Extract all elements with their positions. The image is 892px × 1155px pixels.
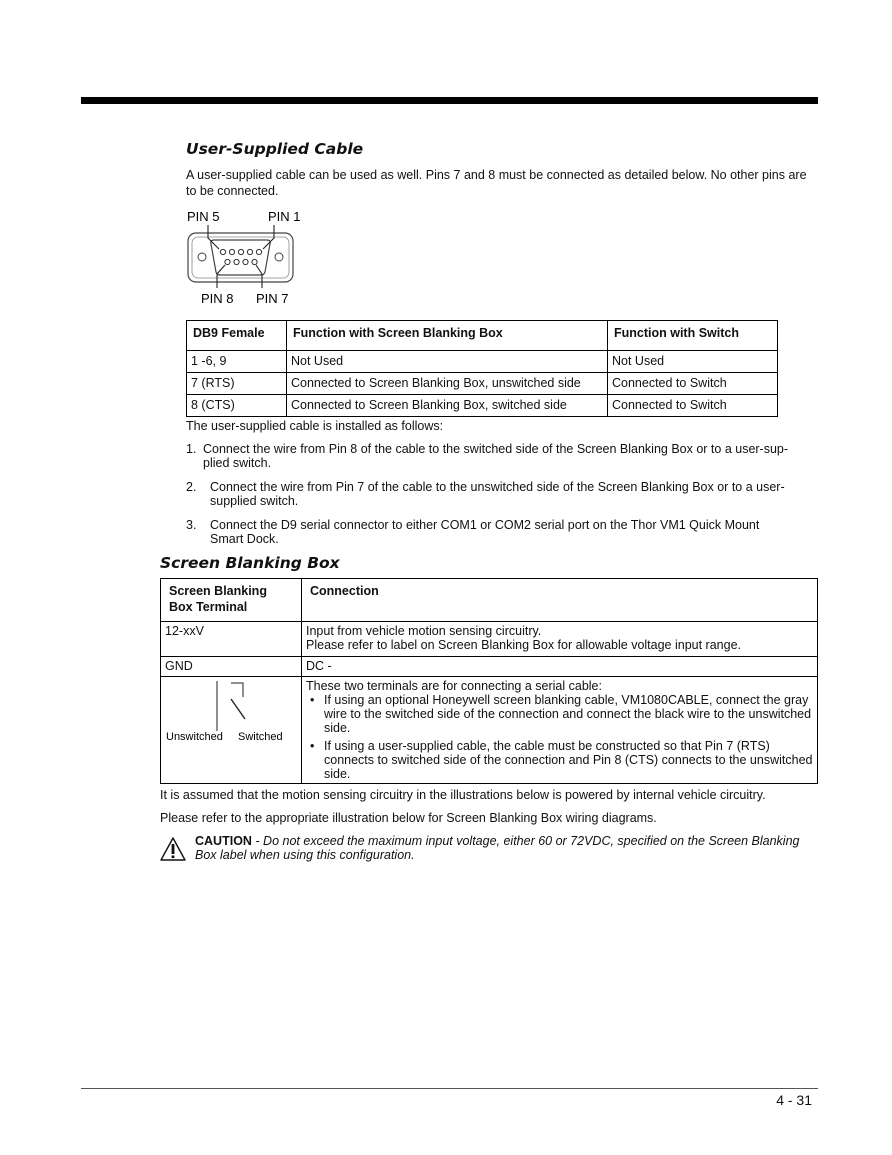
caution-text: - Do not exceed the maximum input voltage, either 60 or 72VDC, specified on the Screen Blanking Box label when using this configuration.: [195, 834, 800, 862]
footer-rule: [81, 1088, 818, 1089]
mount-hole-left: [198, 253, 206, 261]
cell-line: Input from vehicle motion sensing circuitry.: [306, 624, 542, 638]
pin1-label: PIN 1: [268, 209, 301, 224]
table-row: [187, 373, 778, 395]
table-header-row: [187, 321, 778, 351]
table-header-row: [161, 579, 818, 622]
db9-connector-diagram: [183, 206, 313, 308]
intro-paragraph: A user-supplied cable can be used as well. Pins 7 and 8 must be connected as detailed below. No other pins are to be connected.: [186, 168, 807, 198]
list-item: [186, 480, 826, 510]
pin7-label: PIN 7: [256, 291, 289, 306]
pin-function-table: [186, 320, 778, 417]
caution-label: CAUTION: [195, 834, 252, 848]
pin5-label: PIN 5: [187, 209, 220, 224]
col-header: Function with Switch: [608, 321, 778, 351]
section-title-screen-blanking-box: Screen Blanking Box: [160, 554, 340, 572]
pin-leaders: [208, 225, 274, 288]
step-text: [210, 518, 759, 546]
pin8-label: PIN 8: [201, 291, 234, 306]
switch-diagram-cell: [161, 677, 302, 784]
pin-holes: [220, 249, 261, 264]
table-cell: 1 -6, 9: [187, 351, 287, 373]
unswitched-label: Unswitched: [166, 731, 223, 743]
col-header: Screen Blanking Box Terminal: [161, 579, 302, 622]
warning-triangle-icon: [159, 836, 187, 862]
step-text: [203, 442, 788, 470]
bullet-item: • If using an optional Honeywell screen blanking cable, VM1080CABLE, connect the gray wire to the switched side of the connection and connect the black wire to the unswitched side.: [306, 693, 813, 735]
table-cell: 8 (CTS): [187, 395, 287, 417]
header-rule: [81, 97, 818, 104]
table-cell: Not Used: [287, 351, 608, 373]
connector-shell-inner: [192, 237, 289, 278]
table-cell: GND: [161, 657, 302, 677]
step-text: [210, 480, 785, 508]
table-row: [161, 657, 818, 677]
table-cell: [302, 677, 818, 784]
table-cell: Connected to Switch: [608, 395, 778, 417]
mount-hole-right: [275, 253, 283, 261]
step-number: 3.: [186, 518, 197, 532]
table-cell: 12-xxV: [161, 622, 302, 657]
table-cell: DC -: [302, 657, 818, 677]
installed-intro: The user-supplied cable is installed as follows:: [186, 419, 444, 433]
table-row: [187, 351, 778, 373]
table-cell: Connected to Switch: [608, 373, 778, 395]
step-line: Connect the wire from Pin 8 of the cable to the switched side of the Screen Blanking Box or to a user-sup-: [203, 442, 789, 456]
caution-note: [195, 834, 820, 862]
table-cell: Connected to Screen Blanking Box, switched side: [287, 395, 608, 417]
table-row: [161, 622, 818, 657]
switch-diagram: [161, 677, 301, 773]
col-header: Connection: [302, 579, 818, 622]
assumption-paragraph: It is assumed that the motion sensing circuitry in the illustrations below is powered by internal vehicle circuitry.: [160, 788, 766, 802]
d-face: [211, 240, 270, 275]
cell-line: Please refer to label on Screen Blanking Box for allowable voltage input range.: [306, 638, 741, 652]
refer-paragraph: Please refer to the appropriate illustration below for Screen Blanking Box wiring diagrams.: [160, 811, 657, 825]
step-number: 2.: [186, 480, 197, 494]
step-line: Smart Dock.: [210, 532, 279, 546]
step-line: plied switch.: [203, 456, 272, 470]
switch-blade: [231, 699, 245, 719]
page-number: 4 - 31: [776, 1092, 812, 1108]
table-cell: Not Used: [608, 351, 778, 373]
table-cell: 7 (RTS): [187, 373, 287, 395]
section-title-user-supplied-cable: User-Supplied Cable: [186, 140, 364, 158]
table-cell: [302, 622, 818, 657]
list-item: [186, 518, 826, 548]
list-item: [186, 442, 826, 472]
step-number: 1.: [186, 442, 197, 456]
switched-label: Switched: [238, 731, 283, 743]
screen-blanking-box-table: [160, 578, 818, 784]
table-row: [187, 395, 778, 417]
bullet-item: • If using a user-supplied cable, the cable must be constructed so that Pin 7 (RTS) connects to switched side of the connection and Pin 8 (CTS) connects to the unswitched side.: [306, 739, 813, 781]
table-row: [161, 677, 818, 784]
switch-lead-right: [231, 683, 243, 697]
col-header: Function with Screen Blanking Box: [287, 321, 608, 351]
step-line: Connect the wire from Pin 7 of the cable to the unswitched side of the Screen Blanking Box or to a user-: [210, 480, 785, 494]
table-cell: Connected to Screen Blanking Box, unswitched side: [287, 373, 608, 395]
step-line: supplied switch.: [210, 494, 299, 508]
col-header: DB9 Female: [187, 321, 287, 351]
step-line: Connect the D9 serial connector to either COM1 or COM2 serial port on the Thor VM1 Quick Mount: [210, 518, 760, 532]
cell-intro: These two terminals are for connecting a serial cable:: [306, 679, 602, 693]
